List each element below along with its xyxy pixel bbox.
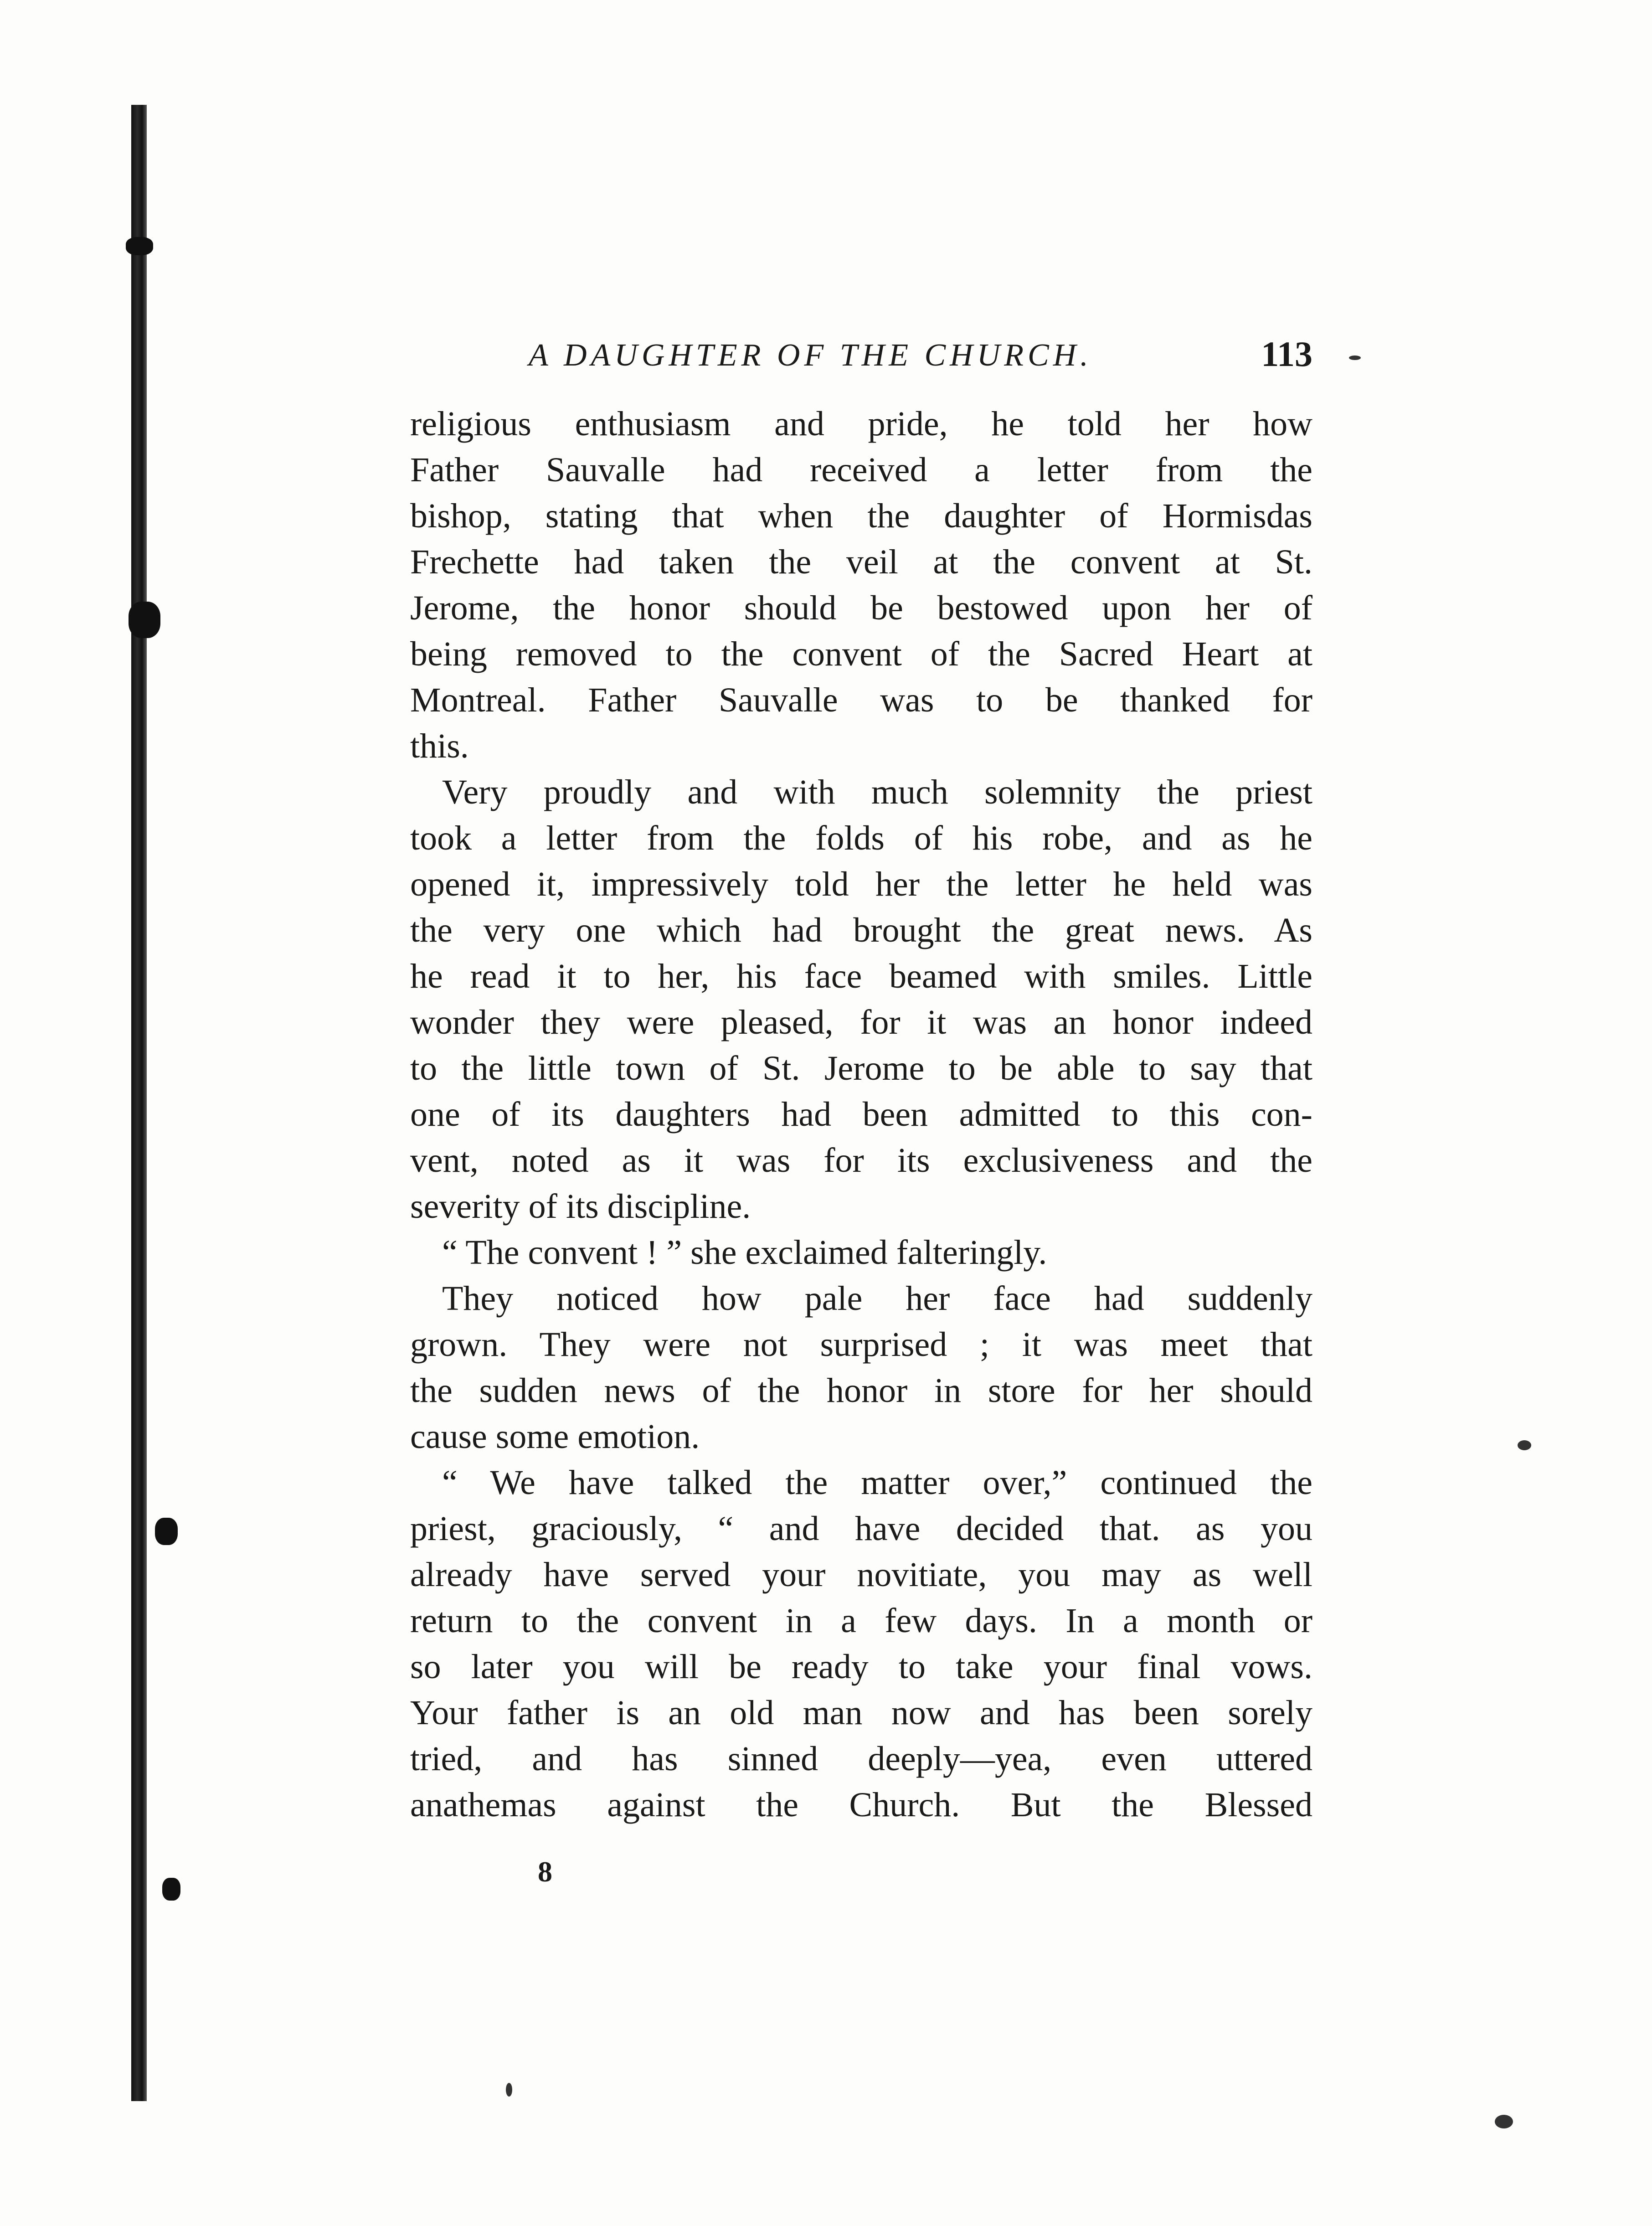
ink-speck	[506, 2083, 512, 2097]
text-line: anathemas against the Church. But the Blessed	[410, 1786, 1312, 1824]
text-line: this.	[410, 727, 469, 765]
text-line: being removed to the convent of the Sacred Heart at	[410, 635, 1312, 673]
ink-speck	[1349, 356, 1361, 360]
text-line: Your father is an old man now and has been sorely	[410, 1694, 1312, 1732]
text-line: vent, noted as it was for its exclusiveness and the	[410, 1141, 1312, 1180]
text-line: so later you will be ready to take your final vows.	[410, 1648, 1312, 1686]
running-head: A DAUGHTER OF THE CHURCH.	[529, 338, 1092, 373]
paragraph	[410, 1460, 1312, 1828]
binding-edge	[131, 105, 147, 2101]
text-line: opened it, impressively told her the letter he held was	[410, 865, 1312, 903]
paragraph	[410, 1230, 1312, 1276]
text-line: “ We have talked the matter over,” continued the	[442, 1463, 1312, 1502]
paragraph	[410, 1276, 1312, 1460]
text-line: the very one which had brought the great news. As	[410, 911, 1312, 949]
ink-speck	[1518, 1440, 1531, 1450]
text-line: Very proudly and with much solemnity the priest	[442, 773, 1312, 811]
text-line: severity of its discipline.	[410, 1187, 751, 1226]
text-line: bishop, stating that when the daughter of Hormisdas	[410, 497, 1312, 535]
paragraph	[410, 401, 1312, 769]
text-line: religious enthusiasm and pride, he told her how	[410, 405, 1312, 443]
text-line: tried, and has sinned deeply—yea, even uttered	[410, 1740, 1312, 1778]
text-line: They noticed how pale her face had suddenly	[442, 1279, 1312, 1318]
text-line: already have served your novitiate, you may as well	[410, 1556, 1312, 1594]
signature-mark: 8	[538, 1855, 552, 1888]
text-line: he read it to her, his face beamed with smiles. Little	[410, 957, 1312, 995]
text-line: one of its daughters had been admitted to this con-	[410, 1095, 1312, 1134]
text-line: cause some emotion.	[410, 1417, 700, 1456]
text-line: the sudden news of the honor in store for her should	[410, 1371, 1312, 1410]
text-line: Father Sauvalle had received a letter from the	[410, 451, 1312, 489]
paragraph	[410, 769, 1312, 1230]
text-line: Jerome, the honor should be bestowed upon her of	[410, 589, 1312, 627]
body-text	[410, 401, 1312, 1828]
text-line: Montreal. Father Sauvalle was to be thanked for	[410, 681, 1312, 719]
text-line: Frechette had taken the veil at the convent at St.	[410, 543, 1312, 581]
text-line: to the little town of St. Jerome to be able to say that	[410, 1049, 1312, 1087]
binding-notch	[129, 602, 160, 638]
text-line: grown. They were not surprised ; it was meet that	[410, 1325, 1312, 1364]
ink-speck	[1495, 2115, 1513, 2128]
text-line: return to the convent in a few days. In a month or	[410, 1602, 1312, 1640]
page-number: 113	[1261, 334, 1312, 374]
text-line: wonder they were pleased, for it was an honor indeed	[410, 1003, 1312, 1041]
text-line: priest, graciously, “ and have decided that. as you	[410, 1510, 1312, 1548]
binding-notch	[155, 1518, 178, 1545]
binding-notch	[162, 1878, 180, 1901]
text-line: took a letter from the folds of his robe, and as he	[410, 819, 1312, 857]
text-line: “ The convent ! ” she exclaimed falteringly.	[442, 1233, 1047, 1272]
page-header	[410, 334, 1312, 387]
binding-notch	[126, 237, 153, 255]
